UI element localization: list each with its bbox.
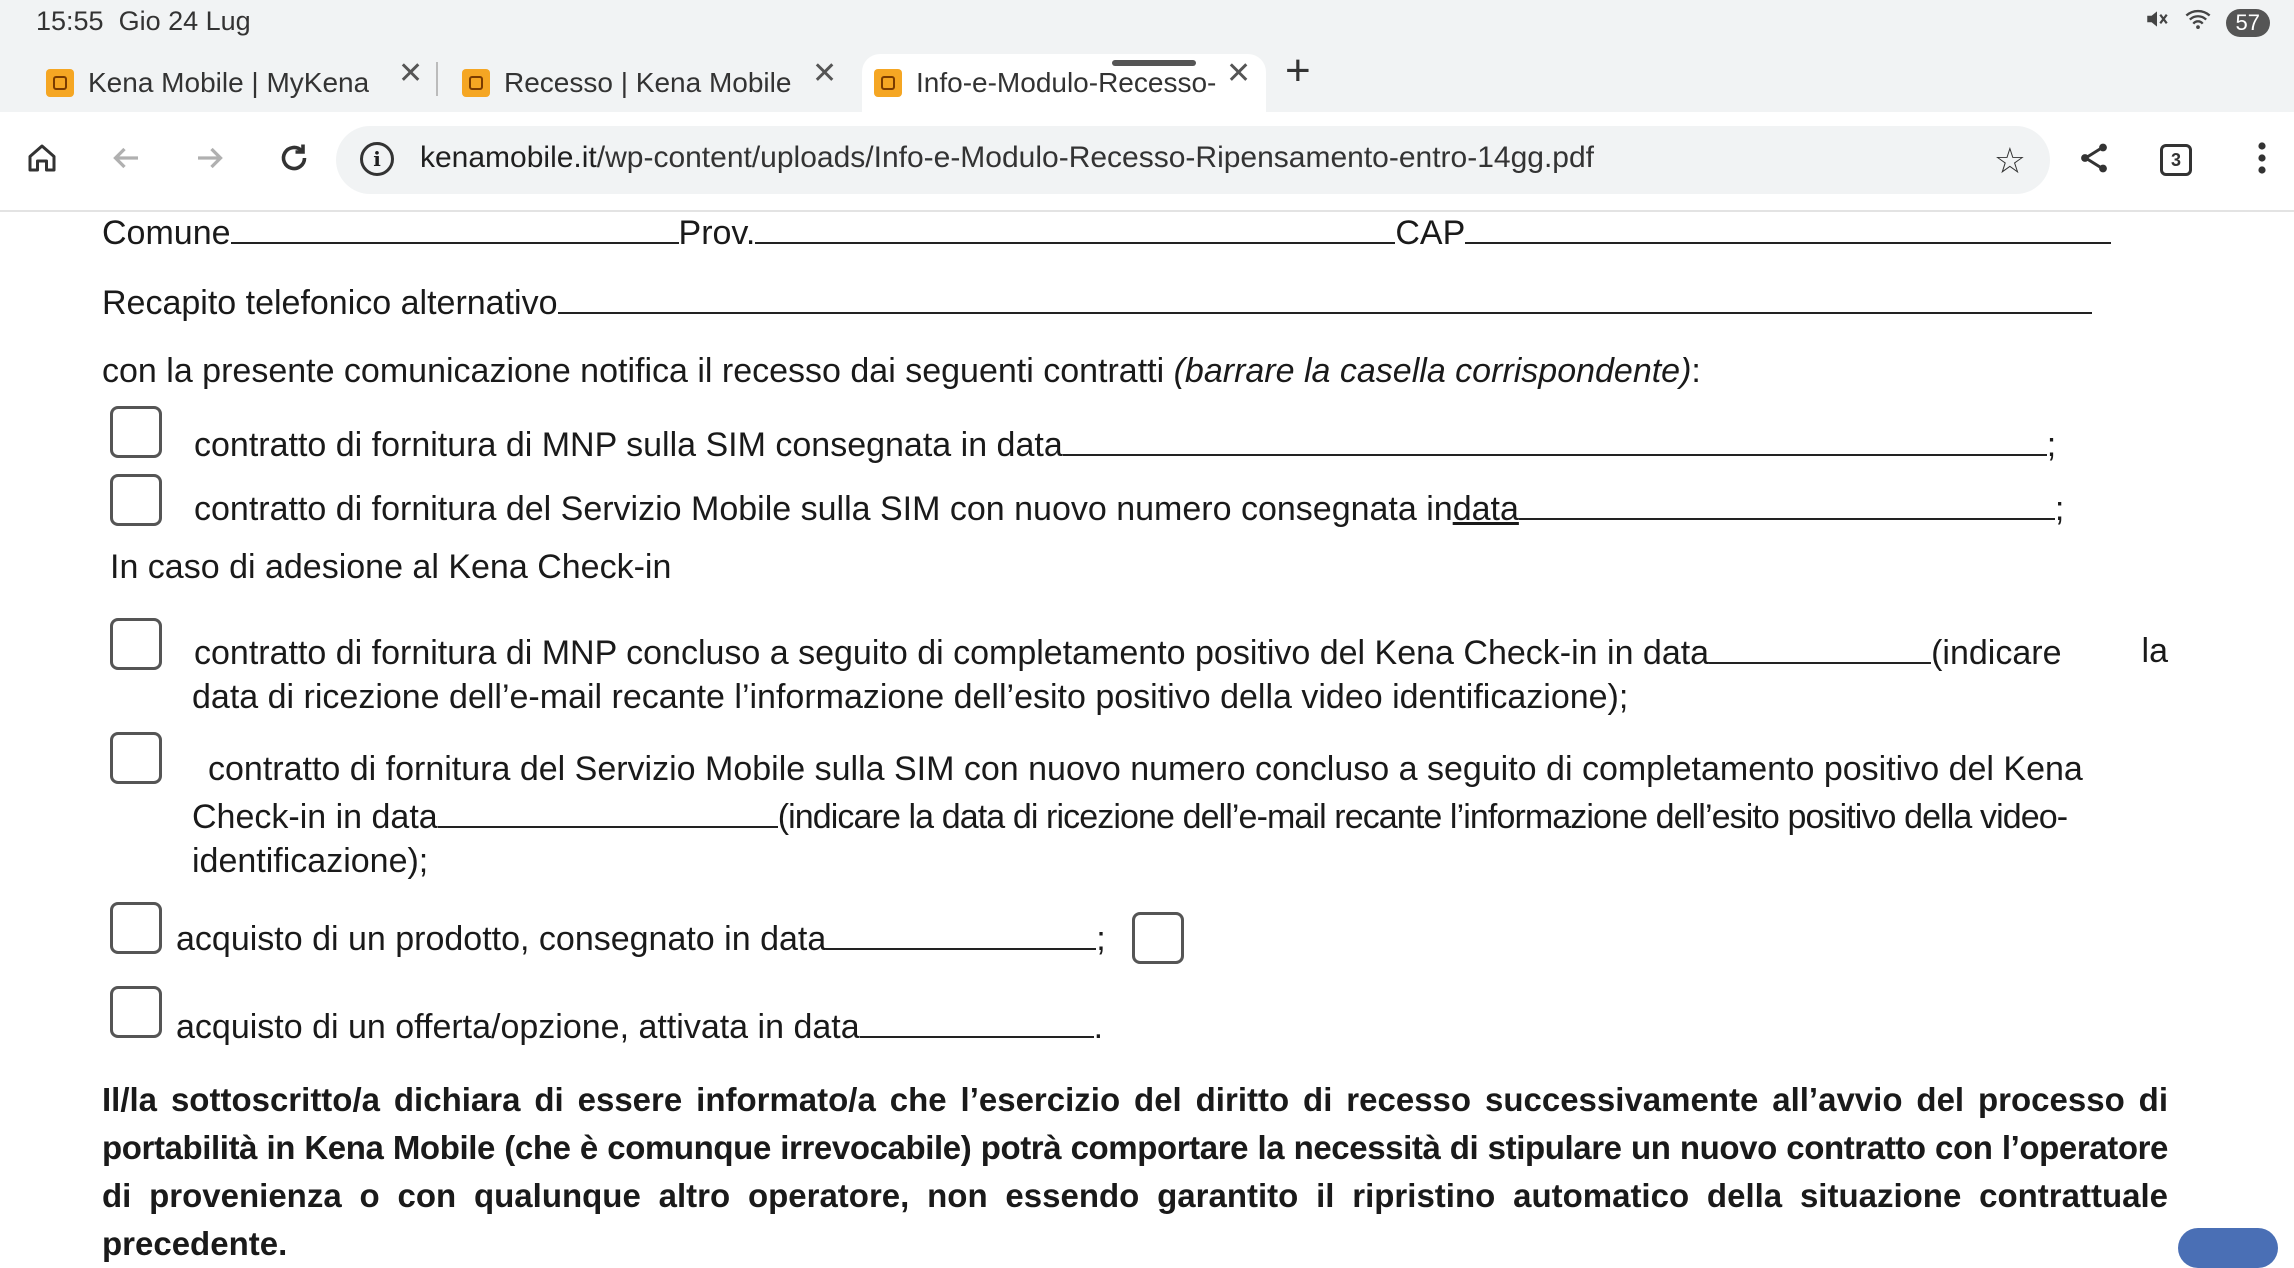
tab-title: Recesso | Kena Mobile	[504, 67, 792, 98]
checkbox-prodotto[interactable]	[110, 902, 162, 954]
address-bar[interactable]	[336, 126, 2050, 194]
tab-switcher-button[interactable]: 3	[2160, 144, 2192, 176]
option-mnp	[194, 424, 2056, 465]
option-offerta-label: acquisto di un offerta/opzione, attivata in data	[176, 1008, 860, 1046]
tab-mykena[interactable]	[34, 54, 434, 112]
checkbox-extra[interactable]	[1132, 912, 1184, 964]
share-icon[interactable]	[2070, 134, 2118, 182]
option-nuovo-numero-checkin-date-field[interactable]	[438, 796, 778, 828]
url-path: /wp-content/uploads/Info-e-Modulo-Recesso-Ripensamento-entro-14gg.pdf	[596, 141, 1594, 174]
tab-separator	[436, 62, 438, 96]
semicolon: ;	[2046, 426, 2057, 464]
status-bar	[0, 0, 2294, 44]
option-prodotto	[176, 918, 1106, 959]
status-date: Gio 24 Lug	[118, 6, 251, 36]
tab-recesso[interactable]	[450, 54, 850, 112]
disclaimer	[102, 1076, 2168, 1268]
disclaimer-line: Il/la sottoscritto/a dichiara di essere informato/a che l’esercizio del diritto di recesso successivamente all’avvio del processo di	[102, 1081, 2168, 1118]
option-mnp-checkin-line2: data di ricezione dell’e-mail recante l’informazione dell’esito positivo della video identificazione);	[192, 678, 1629, 716]
status-clock: 15:55	[36, 6, 104, 36]
option-mnp-date-field[interactable]	[1063, 424, 2047, 456]
option-mnp-checkin-label: contratto di fornitura di MNP concluso a seguito di completamento positivo del Kena Check-in in data	[194, 634, 1710, 672]
period: .	[1093, 1008, 1104, 1046]
disclaimer-line: precedente.	[102, 1225, 288, 1262]
new-tab-button[interactable]: +	[1285, 46, 1311, 95]
checkbox-mnp-checkin[interactable]	[110, 618, 162, 670]
mute-icon	[2144, 6, 2170, 39]
reload-icon[interactable]	[270, 134, 318, 182]
home-icon[interactable]	[18, 134, 66, 182]
browser-toolbar	[0, 112, 2294, 212]
floating-scroll-button[interactable]	[2178, 1228, 2278, 1268]
option-mnp-checkin-date-field[interactable]	[1709, 632, 1931, 664]
more-menu-icon[interactable]	[2238, 134, 2286, 182]
option-prodotto-label: acquisto di un prodotto, consegnato in data	[176, 920, 827, 958]
tab-drag-handle[interactable]	[1112, 60, 1196, 66]
recapito-row	[102, 282, 2092, 323]
bookmark-star-icon[interactable]: ☆	[1993, 140, 2026, 181]
checkbox-mnp[interactable]	[110, 406, 162, 458]
back-icon[interactable]	[102, 134, 150, 182]
battery-indicator: 57	[2226, 9, 2270, 37]
intro-main: con la presente comunicazione notifica il recesso dai seguenti contratti	[102, 352, 1174, 390]
comune-field[interactable]	[231, 212, 679, 244]
tab-strip	[0, 44, 2294, 112]
disclaimer-line: di provenienza o con qualunque altro operatore, non essendo garantito il ripristino automatico della situazione contrattuale	[102, 1177, 2168, 1214]
recapito-field[interactable]	[558, 282, 2092, 314]
option-nuovo-numero-checkin-line3: identificazione);	[192, 842, 429, 880]
intro-italic: (barrare la casella corrispondente)	[1173, 352, 1692, 390]
site-info-icon[interactable]: i	[360, 142, 394, 176]
forward-icon[interactable]	[186, 134, 234, 182]
kena-favicon-icon	[46, 69, 74, 97]
checkbox-offerta[interactable]	[110, 986, 162, 1038]
semicolon: ;	[2054, 490, 2065, 528]
option-nuovo-numero-data: data	[1452, 490, 1519, 528]
status-icons	[2144, 6, 2270, 39]
option-nuovo-numero-date-field[interactable]	[1519, 488, 2055, 520]
kena-favicon-icon	[462, 69, 490, 97]
option-nuovo-numero-checkin-line1: contratto di fornitura del Servizio Mobile sulla SIM con nuovo numero concluso a seguito di completamento positivo del Kena	[208, 750, 2083, 788]
prov-label: Prov.	[678, 214, 756, 252]
url-text[interactable]	[420, 141, 1594, 175]
option-nuovo-numero-checkin-label: Check-in in data	[192, 798, 438, 836]
tab-info-modulo[interactable]	[862, 54, 1266, 112]
checkbox-nuovo-numero[interactable]	[110, 474, 162, 526]
tab-title: Info-e-Modulo-Recesso-	[916, 67, 1216, 98]
option-mnp-checkin	[194, 632, 2168, 673]
prov-field[interactable]	[755, 212, 1395, 244]
option-nuovo-numero	[194, 488, 2064, 529]
option-mnp-label: contratto di fornitura di MNP sulla SIM consegnata in data	[194, 426, 1063, 464]
option-mnp-checkin-note: (indicare	[1931, 634, 2062, 672]
option-offerta-date-field[interactable]	[860, 1006, 1094, 1038]
status-time	[36, 6, 251, 37]
wifi-icon	[2184, 6, 2212, 39]
close-tab-icon[interactable]: ✕	[812, 57, 838, 90]
kena-favicon-icon	[874, 69, 902, 97]
pdf-document	[0, 212, 2294, 1262]
option-offerta	[176, 1006, 1103, 1047]
recapito-label: Recapito telefonico alternativo	[102, 284, 558, 322]
cap-field[interactable]	[1465, 212, 2111, 244]
option-mnp-checkin-note-cont: la	[2141, 632, 2168, 670]
option-nuovo-numero-label: contratto di fornitura del Servizio Mobile sulla SIM con nuovo numero consegnata in	[194, 490, 1453, 528]
url-host: kenamobile.it	[420, 141, 597, 174]
close-tab-icon[interactable]: ✕	[1226, 57, 1252, 90]
option-nuovo-numero-checkin-note: (indicare la data di ricezione dell’e-mail recante l’informazione dell’esito positivo della video-	[777, 798, 2068, 836]
comune-label: Comune	[102, 214, 231, 252]
intro-text	[102, 352, 1701, 391]
close-tab-icon[interactable]: ✕	[398, 57, 424, 90]
checkbox-nuovo-numero-checkin[interactable]	[110, 732, 162, 784]
intro-end: :	[1691, 352, 1701, 390]
kena-checkin-header: In caso di adesione al Kena Check-in	[110, 548, 672, 586]
disclaimer-line: portabilità in Kena Mobile (che è comunque irrevocabile) potrà comportare la necessità di stipulare un nuovo contratto con l’operatore	[102, 1129, 2168, 1166]
tab-title: Kena Mobile | MyKena	[88, 67, 370, 98]
option-nuovo-numero-checkin-line2	[192, 796, 2067, 837]
cap-label: CAP	[1395, 214, 1466, 252]
option-prodotto-date-field[interactable]	[826, 918, 1096, 950]
comune-row	[102, 212, 2111, 253]
semicolon: ;	[1096, 920, 1106, 958]
